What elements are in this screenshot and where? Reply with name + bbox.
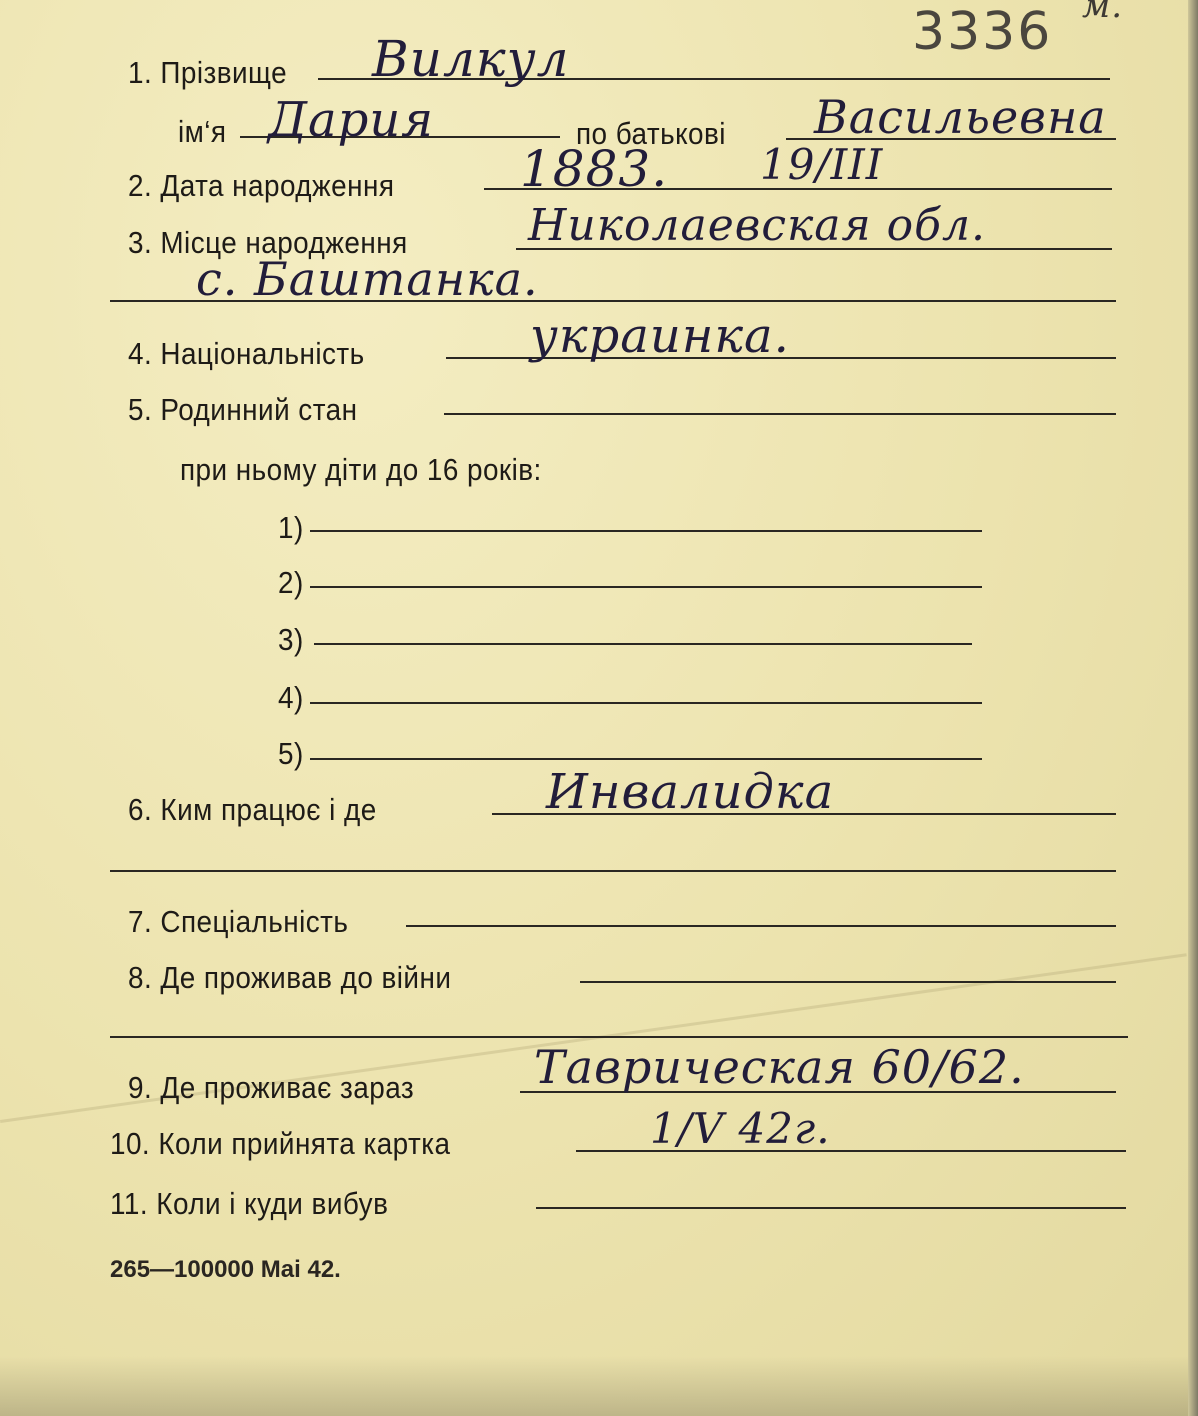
surname-label: 1. Прізвище — [128, 55, 288, 90]
paper-edge — [1188, 0, 1198, 1416]
specialty-label: 7. Спеціальність — [128, 904, 349, 939]
birth-place-entry-2: с. Баштанка. — [196, 252, 539, 306]
child-5-label: 5) — [278, 736, 304, 771]
child-4-label: 4) — [278, 680, 304, 715]
patronymic-entry: Васильевна — [814, 90, 1107, 144]
archive-number: 3336 — [912, 2, 1053, 62]
birth-extra-entry: 19/III — [760, 140, 884, 189]
departed-line — [536, 1207, 1126, 1209]
nationality-label: 4. Національність — [128, 336, 365, 371]
name-entry: Дария — [268, 92, 435, 148]
child-1-label: 1) — [278, 510, 304, 545]
prewar-label: 8. Де проживав до війни — [128, 960, 452, 995]
child-2-label: 2) — [278, 565, 304, 600]
birth-place-entry-1: Николаевская обл. — [528, 200, 986, 251]
child-3-label: 3) — [278, 622, 304, 657]
archive-suffix: м. — [1082, 0, 1123, 26]
work-label: 6. Ким працює і де — [128, 792, 377, 827]
child-2-line — [310, 586, 982, 588]
prewar-line-2 — [110, 1036, 1128, 1038]
work-line-2 — [110, 870, 1116, 872]
specialty-line — [406, 925, 1116, 927]
print-footer: 265—100000 Mai 42. — [110, 1256, 341, 1283]
departed-label: 11. Коли і куди вибув — [110, 1186, 389, 1221]
current-entry: Таврическая 60/62. — [534, 1040, 1025, 1094]
birth-year-entry: 1883. — [520, 140, 669, 198]
marital-label: 5. Родинний стан — [128, 392, 358, 427]
child-4-line — [310, 702, 982, 704]
child-1-line — [310, 530, 982, 532]
card-entry: 1/V 42г. — [650, 1104, 831, 1153]
paper-shadow — [0, 1356, 1198, 1416]
card-label: 10. Коли прийнята картка — [110, 1126, 451, 1161]
patronymic-label: по батькові — [576, 116, 726, 151]
surname-entry: Вилкул — [372, 30, 570, 88]
child-5-line — [310, 758, 982, 760]
birth-place-label: 3. Місце народження — [128, 225, 408, 260]
nationality-entry: украинка. — [530, 308, 790, 364]
birth-date-label: 2. Дата народження — [128, 168, 395, 203]
child-3-line — [314, 643, 972, 645]
prewar-line — [580, 981, 1116, 983]
marital-line — [444, 413, 1116, 415]
current-label: 9. Де проживає зараз — [128, 1070, 415, 1105]
work-entry: Инвалидка — [546, 764, 835, 820]
name-label: ім‘я — [178, 114, 227, 149]
children-label: при ньому діти до 16 років: — [180, 452, 542, 487]
